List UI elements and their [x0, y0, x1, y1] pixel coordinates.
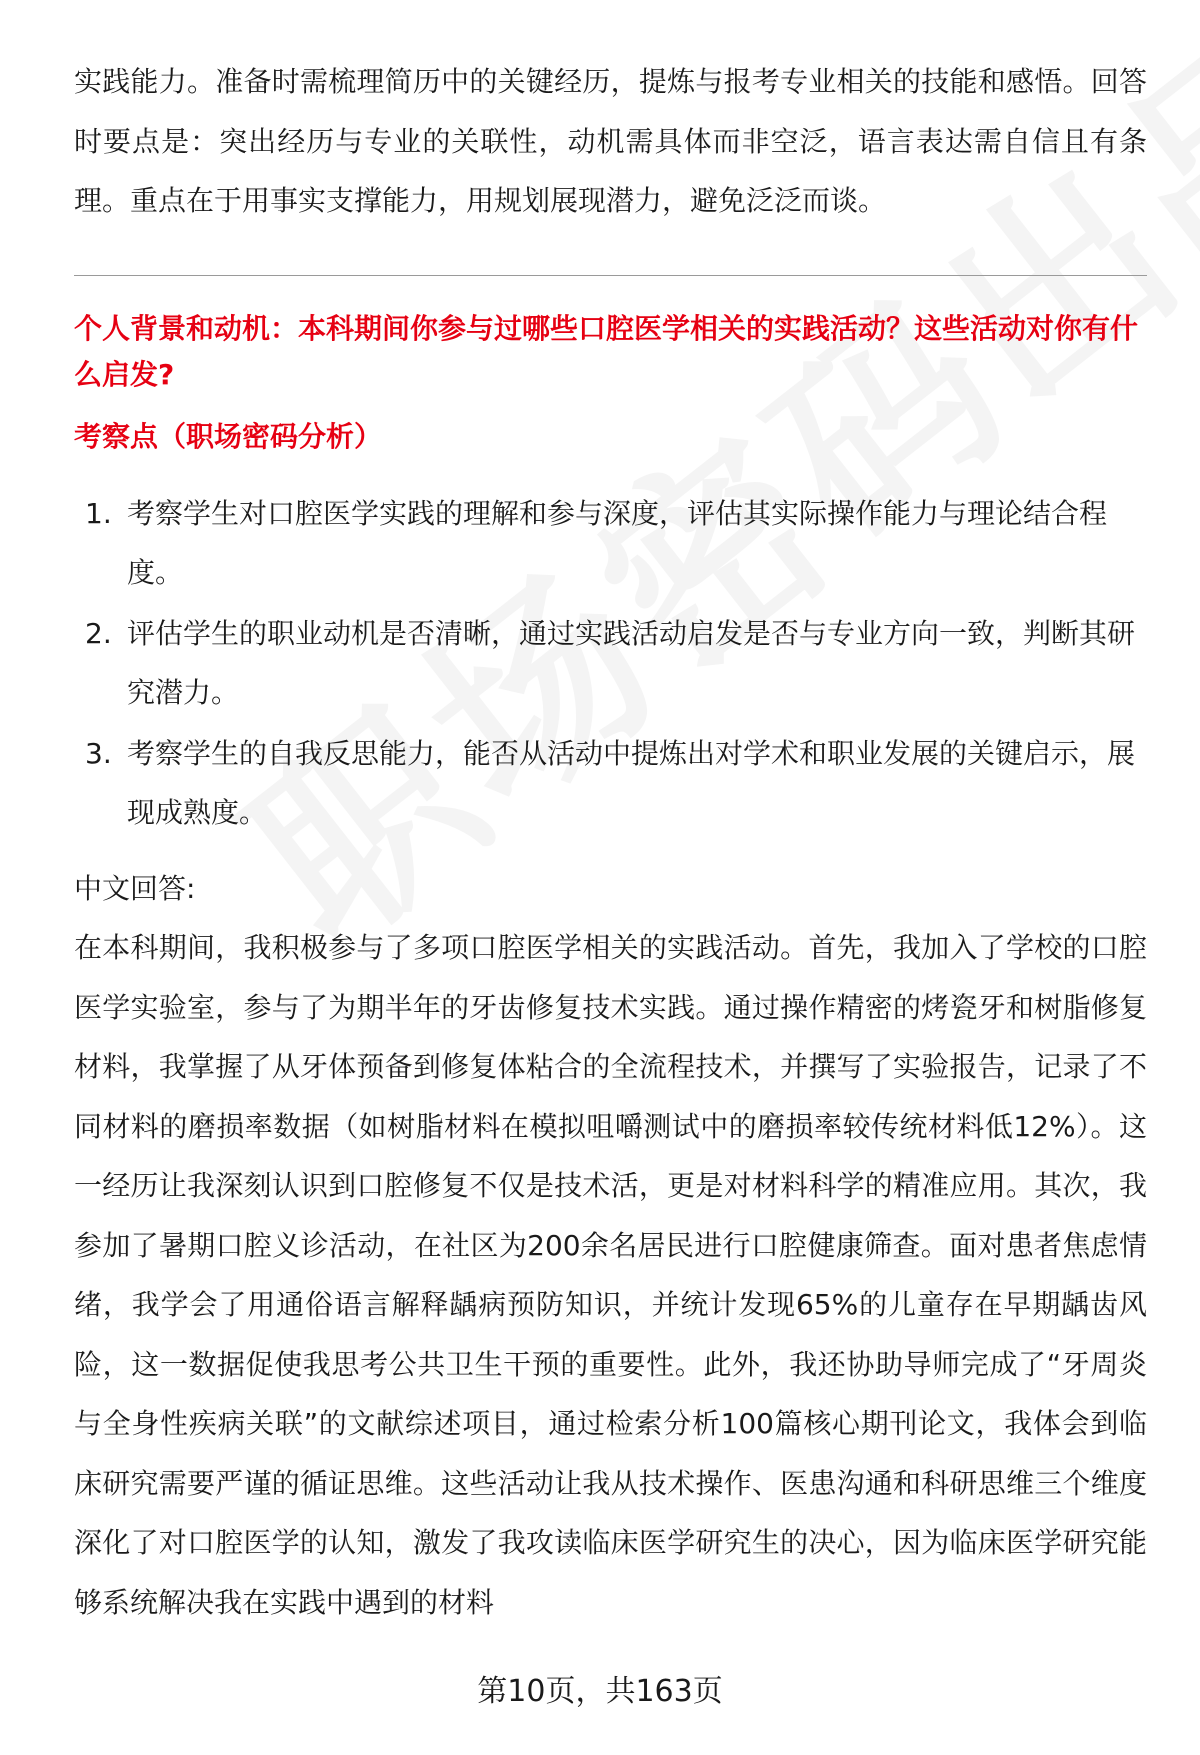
document-page: [74, 52, 1147, 1632]
point-text: 考察学生的自我反思能力，能否从活动中提炼出对学术和职业发展的关键启示，展现成熟度。: [127, 736, 1136, 829]
page-footer: 第10页，共163页: [477, 1674, 723, 1709]
assessment-point: [74, 604, 1147, 723]
answer-paragraph: 在本科期间，我积极参与了多项口腔医学相关的实践活动。首先，我加入了学校的口腔医学实验室，参与了为期半年的牙齿修复技术实践。通过操作精密的烤瓷牙和树脂修复材料，我掌握了从牙体预备到修复体粘合的全流程技术，并撰写了实验报告，记录了不同材料的磨损率数据（如树脂材料在模拟咀嚼测试中的磨损率较传统材料低12%）。这一经历让我深刻认识到口腔修复不仅是技术活，更是对材料科学的精准应用。其次，我参加了暑期口腔义诊活动，在社区为200余名居民进行口腔健康筛查。面对患者焦虑情绪，我学会了用通俗语言解释龋病预防知识，并统计发现65%的儿童存在早期龋齿风险，这一数据促使我思考公共卫生干预的重要性。此外，我还协助导师完成了“牙周炎与全身性疾病关联”的文献综述项目，通过检索分析100篇核心期刊论文，我体会到临床研究需要严谨的循证思维。这些活动让我从技术操作、医患沟通和科研思维三个维度深化了对口腔医学的认知，激发了我攻读临床医学研究生的决心，因为临床医学研究能够系统解决我在实践中遇到的材料: [74, 931, 1147, 1619]
point-text: 考察学生对口腔医学实践的理解和参与深度，评估其实际操作能力与理论结合程度。: [127, 496, 1108, 589]
intro-paragraph: 实践能力。准备时需梳理简历中的关键经历，提炼与报考专业相关的技能和感悟。回答时要点是：突出经历与专业的关联性，动机需具体而非空泛，语言表达需自信且有条理。重点在于用事实支撑能力，用规划展现潜力，避免泛泛而谈。: [74, 65, 1147, 217]
point-number: 1.: [85, 496, 112, 530]
question-heading: 个人背景和动机：本科期间你参与过哪些口腔医学相关的实践活动？这些活动对你有什么启发?: [74, 311, 1139, 391]
point-number: 3.: [85, 736, 112, 770]
point-text: 评估学生的职业动机是否清晰，通过实践活动启发是否与专业方向一致，判断其研究潜力。: [127, 616, 1136, 709]
assessment-points-list: [74, 484, 1147, 843]
assessment-points-title: 考察点（职场密码分析）: [74, 419, 383, 453]
point-number: 2.: [85, 616, 112, 650]
answer-label: 中文回答:: [74, 871, 196, 905]
assessment-point: [74, 724, 1147, 843]
assessment-point: [74, 484, 1147, 603]
section-divider: [74, 275, 1147, 276]
